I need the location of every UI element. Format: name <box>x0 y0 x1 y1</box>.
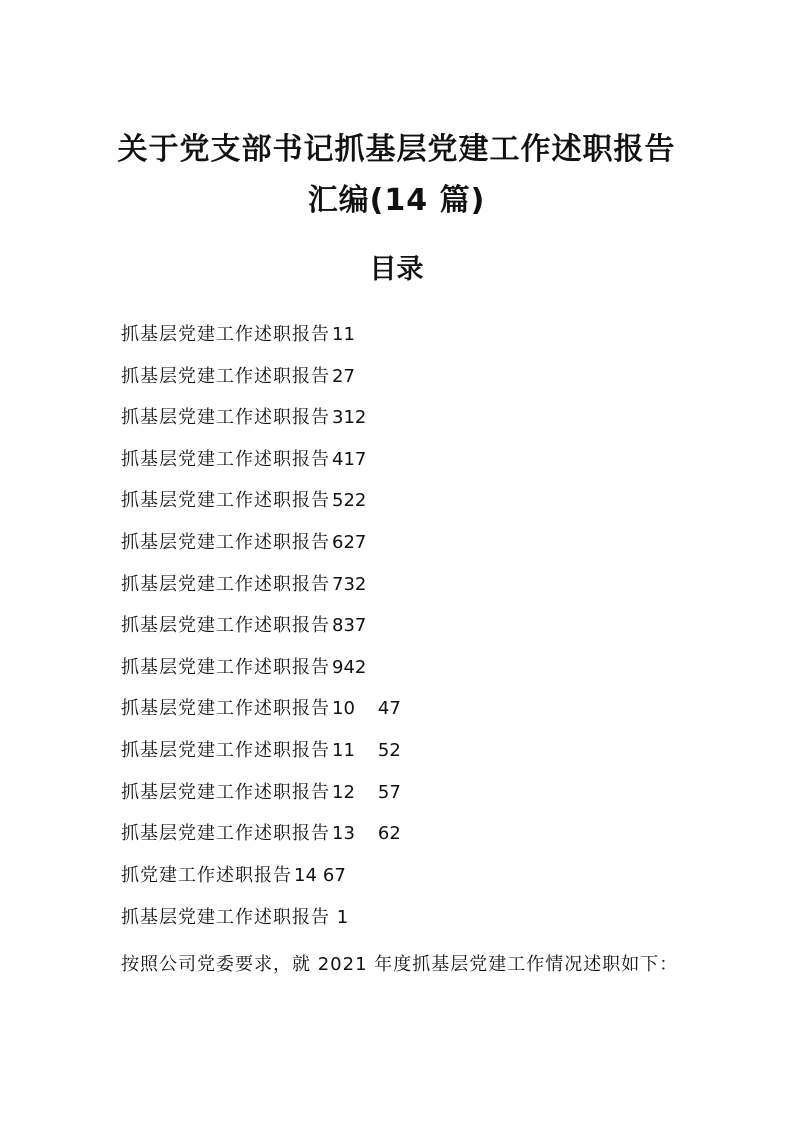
toc-entry-page: 52 <box>377 739 401 761</box>
toc-entry-number: 10 <box>332 698 355 720</box>
toc-entry-label: 抓党建工作述职报告 <box>121 864 292 886</box>
toc-entry-5[interactable] <box>121 486 401 528</box>
toc-entry-9[interactable] <box>121 653 401 695</box>
toc-entry-label: 抓基层党建工作述职报告 <box>121 324 330 345</box>
toc-entry-number: 8 <box>332 615 344 637</box>
toc-entry-number: 6 <box>332 531 344 553</box>
toc-entry-label: 抓基层党建工作述职报告 <box>121 531 330 553</box>
toc-entry-11[interactable] <box>121 736 401 778</box>
toc-entry-3[interactable] <box>121 403 401 445</box>
toc-entry-page: 12 <box>343 407 367 429</box>
toc-entry-page: 37 <box>343 615 367 637</box>
toc-entry-page: 42 <box>343 656 367 678</box>
toc-entry-number: 11 <box>332 739 355 761</box>
toc-entry-number: 14 <box>294 864 317 886</box>
toc-entry-page: 47 <box>377 698 401 720</box>
toc-entry-4[interactable] <box>121 445 401 487</box>
toc-entry-number: 2 <box>332 365 344 387</box>
toc-entry-label: 抓基层党建工作述职报告 <box>121 781 330 803</box>
toc-entry-14[interactable] <box>121 861 401 903</box>
toc-entry-8[interactable] <box>121 611 401 653</box>
toc-entry-13[interactable] <box>121 819 401 861</box>
toc-entry-number: 4 <box>332 448 344 470</box>
section-heading: 抓基层党建工作述职报告 1 <box>121 907 350 928</box>
toc-entry-label: 抓基层党建工作述职报告 <box>121 407 330 429</box>
toc-entry-label: 抓基层党建工作述职报告 <box>121 739 330 761</box>
toc-entry-page: 67 <box>322 864 346 886</box>
toc-entry-page: 27 <box>343 531 367 553</box>
toc-entry-number: 9 <box>332 656 344 678</box>
toc-entry-number: 5 <box>332 490 344 512</box>
toc-entry-number: 7 <box>332 573 344 595</box>
toc-entry-label: 抓基层党建工作述职报告 <box>121 656 330 678</box>
toc-entry-number: 13 <box>332 823 355 845</box>
toc-entry-12[interactable] <box>121 778 401 820</box>
toc-entry-number: 1 <box>332 324 344 345</box>
table-of-contents <box>121 320 401 902</box>
toc-entry-number: 12 <box>332 781 355 803</box>
toc-entry-label: 抓基层党建工作述职报告 <box>121 448 330 470</box>
toc-entry-page: 32 <box>343 573 367 595</box>
toc-entry-page: 1 <box>343 324 355 345</box>
toc-entry-number: 3 <box>332 407 344 429</box>
toc-entry-label: 抓基层党建工作述职报告 <box>121 698 330 720</box>
document-title-line2: 汇编(14 篇) <box>307 183 486 218</box>
toc-entry-page: 57 <box>377 781 401 803</box>
toc-entry-page: 17 <box>343 448 367 470</box>
toc-entry-page: 7 <box>343 365 355 387</box>
toc-entry-6[interactable] <box>121 528 401 570</box>
toc-entry-1[interactable] <box>121 320 401 362</box>
toc-entry-7[interactable] <box>121 570 401 612</box>
toc-entry-2[interactable] <box>121 362 401 404</box>
toc-entry-label: 抓基层党建工作述职报告 <box>121 573 330 595</box>
toc-entry-page: 22 <box>343 490 367 512</box>
body-paragraph: 按照公司党委要求，就 2021 年度抓基层党建工作情况述职如下： <box>121 954 679 975</box>
toc-entry-label: 抓基层党建工作述职报告 <box>121 490 330 512</box>
toc-heading: 目录 <box>369 254 424 285</box>
toc-entry-10[interactable] <box>121 694 401 736</box>
toc-entry-label: 抓基层党建工作述职报告 <box>121 365 330 387</box>
toc-entry-page: 62 <box>377 823 401 845</box>
toc-entry-label: 抓基层党建工作述职报告 <box>121 615 330 637</box>
document-title-line1: 关于党支部书记抓基层党建工作述职报告 <box>117 132 676 167</box>
toc-entry-label: 抓基层党建工作述职报告 <box>121 823 330 845</box>
